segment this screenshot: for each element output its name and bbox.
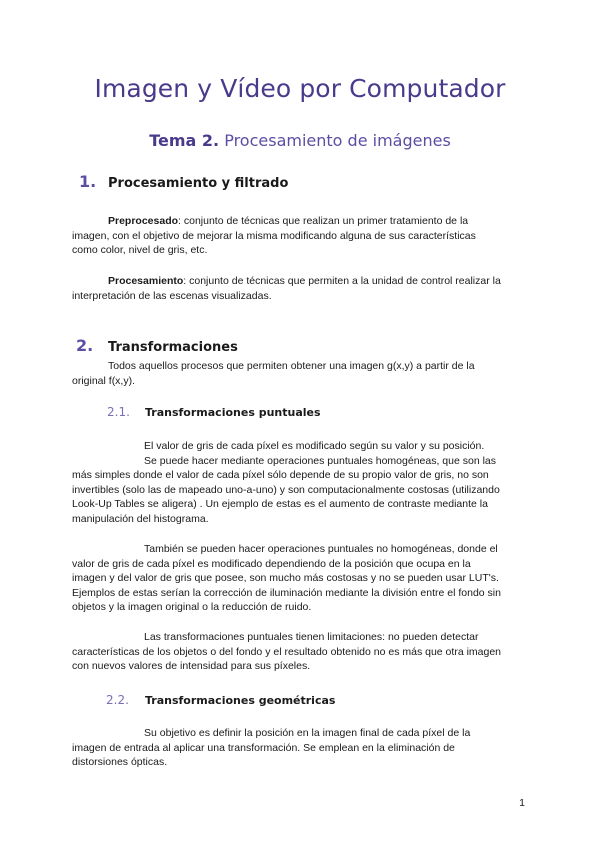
section-2-2-number: 2.2. <box>106 693 129 707</box>
subtitle-topic-number: Tema 2. <box>149 131 220 150</box>
section-2-1-number: 2.1. <box>107 405 130 419</box>
paragraph-puntuales-2: También se pueden hacer operaciones puntuales no homogéneas, donde el valor de gris de cada píxel es modificado dependiendo de la posición que ocupa en la imagen y del valor de gris que posee, son mucho más costosas y no se pueden usar LUT's. Ejemplos de estas serían la corrección de iluminación mediante la división entre el fondo sin objetos y la imagen original o la reducción de ruido. <box>72 543 501 613</box>
section-2-number: 2. <box>76 336 94 355</box>
paragraph-transformaciones: Todos aquellos procesos que permiten obtener una imagen g(x,y) a partir de la original f(x,y). <box>72 360 475 387</box>
section-2-heading: Transformaciones <box>108 340 238 355</box>
paragraph-geometricas: Su objetivo es definir la posición en la imagen final de cada píxel de la imagen de entrada al aplicar una transformación. Se emplean en la eliminación de distorsiones ópticas. <box>72 727 471 768</box>
section-2-2-heading: Transformaciones geométricas <box>145 694 336 707</box>
section-1-heading: Procesamiento y filtrado <box>108 176 289 191</box>
section-2-1-heading: Transformaciones puntuales <box>145 406 321 419</box>
paragraph-puntuales-1: El valor de gris de cada píxel es modificado según su valor y su posición. Se puede hacer mediante operaciones puntuales homogéneas, que son las más simples donde el valor de cada píxel sólo depende de su propio valor de gris, no son invertibles (solo las de mapeado uno-a-uno) y son computacionalmente costosas (utilizando Look-Up Tables se aligera) . Un ejemplo de estas es el aumento de contraste mediante la manipulación del histograma. <box>72 440 500 525</box>
page-subtitle <box>0 131 600 150</box>
term-preprocesado: Preprocesado <box>108 215 179 227</box>
term-procesamiento: Procesamiento <box>108 275 184 287</box>
paragraph-procesamiento: Procesamiento: conjunto de técnicas que permiten a la unidad de control realizar la interpretación de las escenas visualizadas. <box>72 275 501 302</box>
page-title: Imagen y Vídeo por Computador <box>94 74 506 103</box>
paragraph-preprocesado: Preprocesado: conjunto de técnicas que realizan un primer tratamiento de la imagen, con el objetivo de mejorar la misma modificando alguna de sus características como color, nivel de gris, etc. <box>72 215 476 256</box>
subtitle-topic-name: Procesamiento de imágenes <box>224 131 451 150</box>
section-1-number: 1. <box>79 172 97 191</box>
page-number: 1 <box>519 797 525 809</box>
paragraph-puntuales-3: Las transformaciones puntuales tienen limitaciones: no pueden detectar características de los objetos o del fondo y el resultado obtenido no es más que otra imagen con nuevos valores de intensidad para sus píxeles. <box>72 631 502 672</box>
